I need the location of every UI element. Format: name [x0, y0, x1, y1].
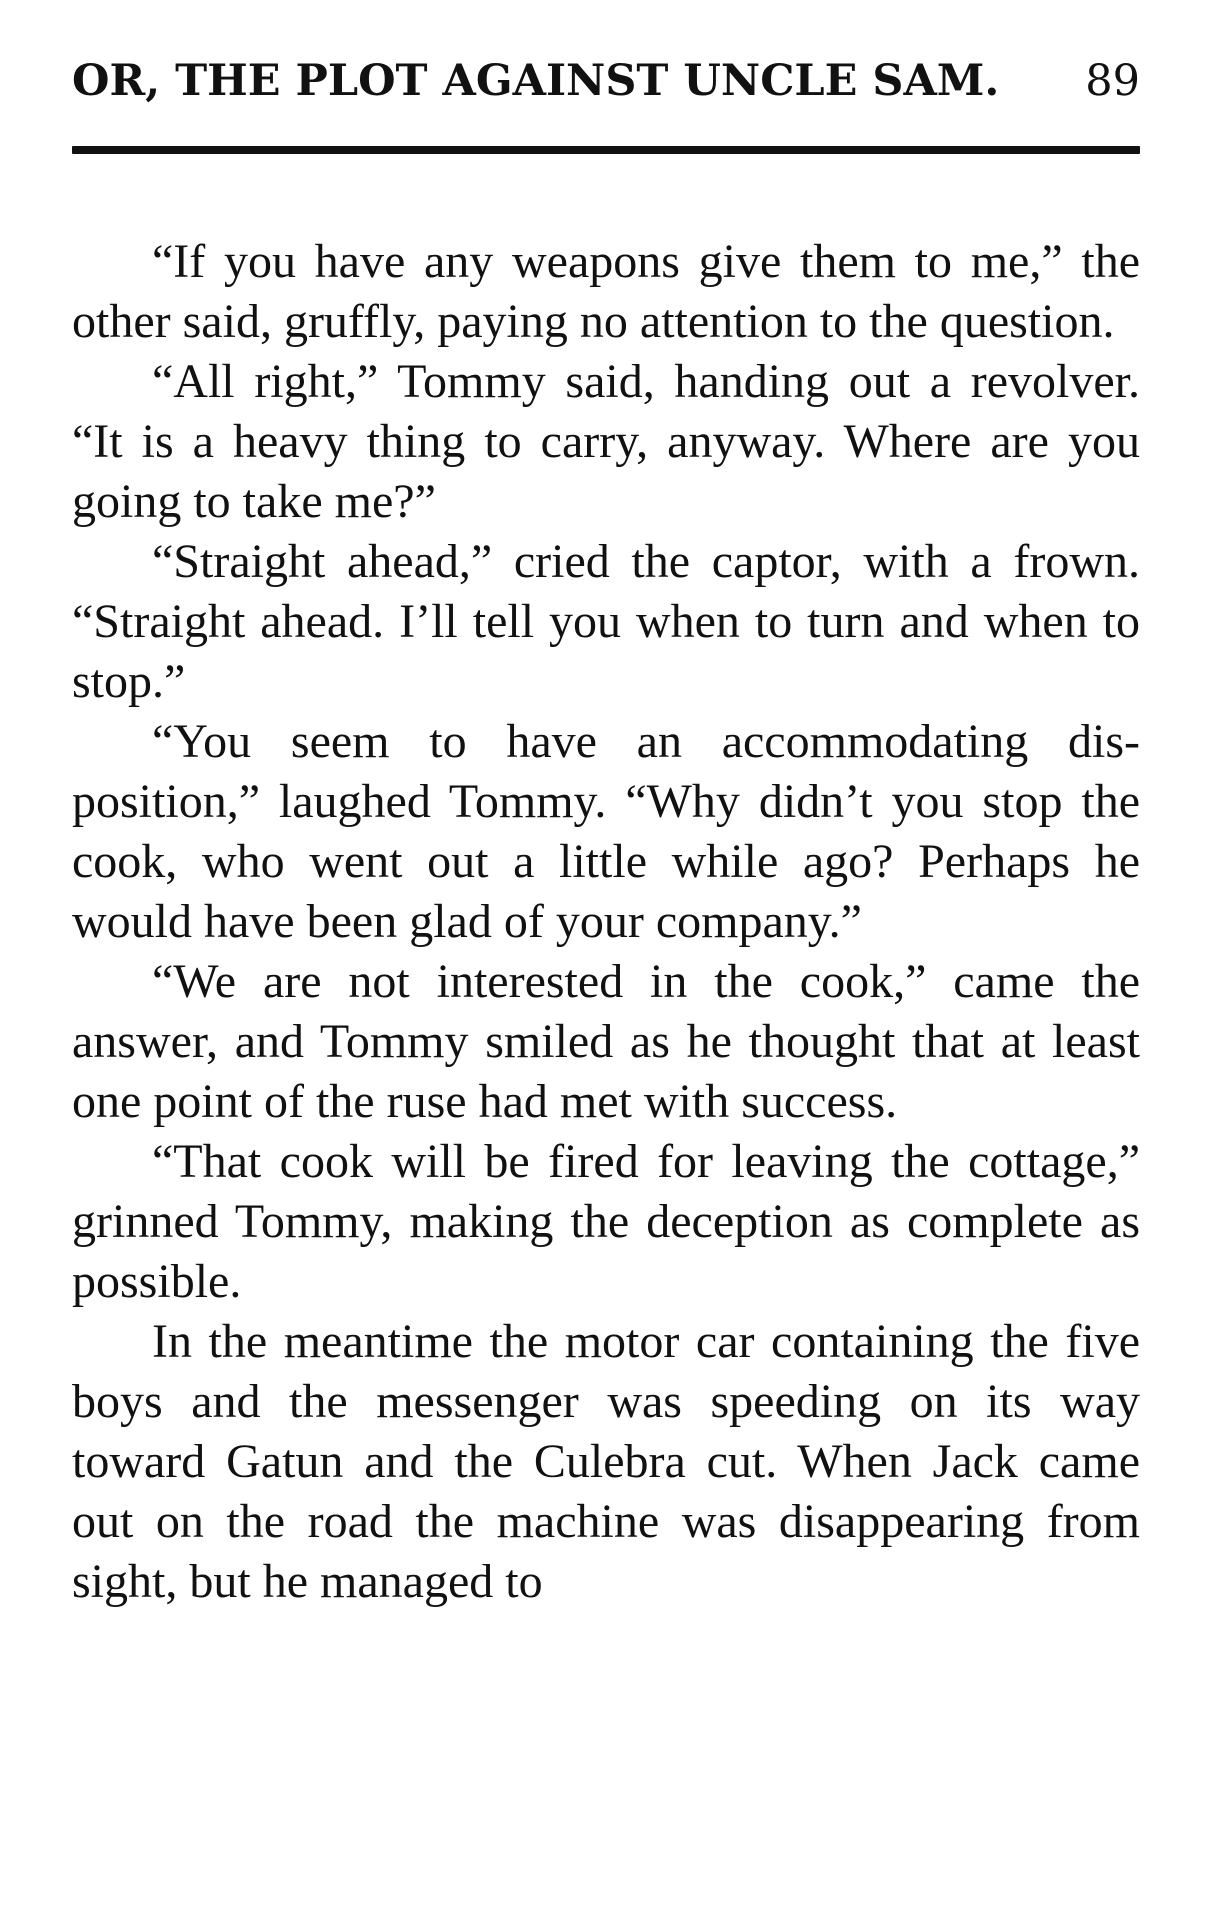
paragraph: In the meantime the motor car containing the five boys and the messenger was speeding on its way toward Gatun and the Culebra cut. When Jack came out on the road the machine was disappearing from sight, but he managed to [72, 1315, 1140, 1608]
paragraph: “Straight ahead,” cried the captor, with a frown. “Straight ahead. I’ll tell you when to turn and when to stop.” [72, 535, 1140, 708]
running-title: OR, THE PLOT AGAINST UNCLE SAM. [72, 56, 1000, 106]
paragraph: “We are not interested in the cook,” came the answer, and Tommy smiled as he thought that at least one point of the ruse had met with success. [72, 955, 1140, 1128]
header-rule [72, 146, 1140, 154]
paragraph: “That cook will be fired for leaving the cottage,” grinned Tommy, making the deception as complete as possible. [72, 1135, 1140, 1308]
body-text [72, 232, 1140, 1612]
paragraph: “You seem to have an accommodating disposition,” laughed Tommy. “Why didn’t you stop the cook, who went out a little while ago? Perhaps he would have been glad of your company.” [72, 715, 1140, 948]
paragraph: “If you have any weapons give them to me,” the other said, gruffly, paying no attention to the question. [72, 235, 1140, 348]
running-head [72, 56, 1140, 116]
page-number: 89 [1085, 56, 1140, 106]
paragraph: “All right,” Tommy said, handing out a revolver. “It is a heavy thing to carry, anyway. Where are you going to take me?” [72, 355, 1140, 528]
